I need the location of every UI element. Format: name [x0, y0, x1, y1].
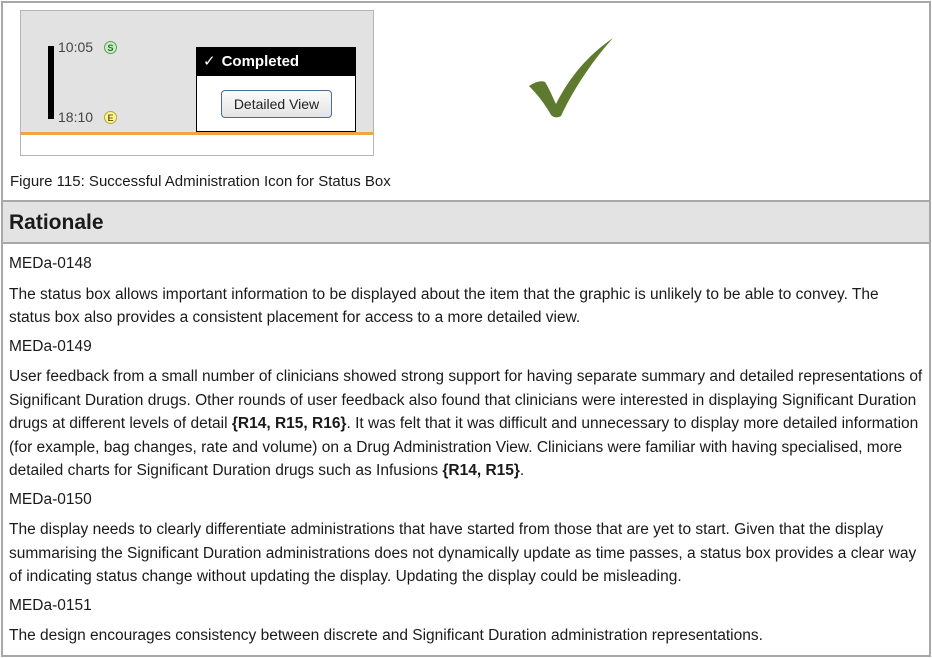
status-header [197, 48, 355, 76]
section-title: Rationale [9, 211, 104, 234]
end-time: 18:10 [58, 109, 94, 125]
paragraph-text: User feedback from a small number of clinicians showed strong support for having separate summary and detailed representations of Significant Duration drugs. Other rounds of user feedback also found that clinicians were interested in displaying Significant Duration drugs at different levels of detail [9, 368, 923, 432]
duration-bar [48, 46, 54, 119]
detailed-view-button[interactable]: Detailed View [221, 90, 332, 118]
rationale-paragraph: The design encourages consistency between discrete and Significant Duration administration representations. [9, 627, 763, 644]
requirement-ref: {R14, R15} [442, 462, 520, 479]
tick-icon: ✓ [203, 53, 216, 70]
rationale-body [9, 252, 923, 653]
reference-id: MEDa-0150 [9, 490, 92, 508]
end-badge-icon: E [104, 111, 117, 124]
paragraph-text: . [519, 462, 525, 479]
figure-caption: Figure 115: Successful Administration Icon for Status Box [10, 173, 391, 190]
status-label: Completed [221, 53, 300, 70]
rationale-paragraph: The display needs to clearly differentiate administrations that have started from those that are yet to start. Given that the display summarising the Significant Duration administrations does not dynamically update as time passes, a status box provides a clear way of indicating status change without updating the display. Updating the display could be misleading. [9, 521, 917, 585]
figure-bottom-strip [21, 135, 373, 155]
paragraph-text: . It was felt that it was difficult and unnecessary to display more detailed information (for example, bag changes, rate and volume) on a Drug Administration View. Clinicians were familiar with having specialised, more detailed charts for Significant Duration drugs such as Infusions [9, 415, 919, 479]
start-time: 10:05 [58, 39, 94, 55]
rationale-paragraph: The status box allows important information to be displayed about the item that the graphic is unlikely to be able to convey. The status box also provides a consistent placement for access to a more detailed view. [9, 285, 879, 326]
reference-id: MEDa-0151 [9, 596, 92, 614]
figure-area [3, 3, 929, 201]
rationale-paragraph [9, 365, 923, 483]
reference-id: MEDa-0149 [9, 337, 92, 355]
document-frame [1, 1, 931, 657]
rationale-header [3, 200, 929, 244]
requirement-ref: {R14, R15, R16} [231, 415, 347, 432]
start-badge-icon: S [104, 41, 117, 54]
figure-screenshot [20, 10, 374, 156]
checkmark-icon [525, 36, 617, 120]
status-box [196, 47, 356, 132]
reference-id: MEDa-0148 [9, 255, 92, 272]
